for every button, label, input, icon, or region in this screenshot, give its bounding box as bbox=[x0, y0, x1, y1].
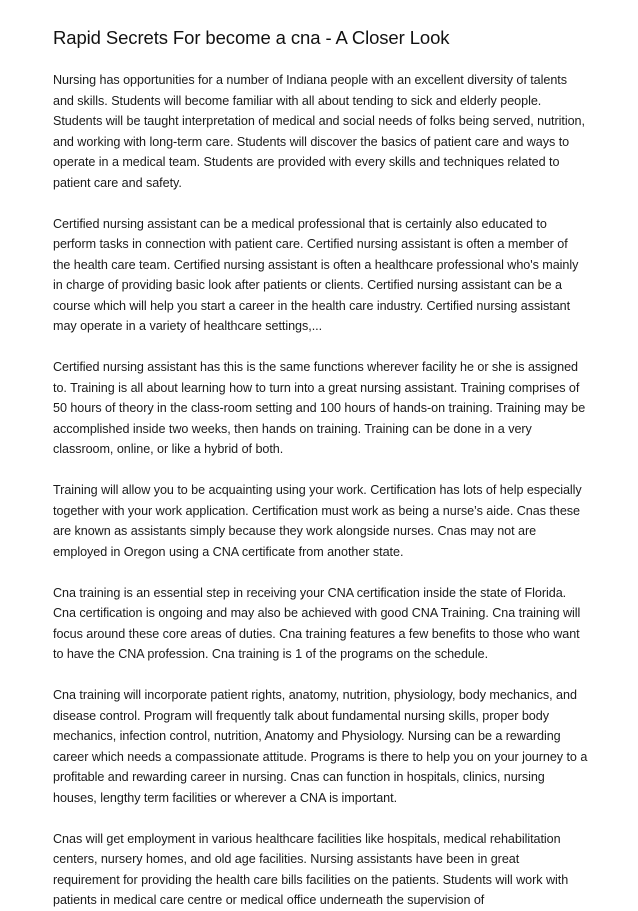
paragraph-3: Certified nursing assistant has this is the same functions wherever facility he or she is assigned to. Training is all about learning how to turn into a great nursing assistant. Training comprises of 50 hours of theory in the class-room setting and 100 hours of hands-on training. Training may be accomplished inside two weeks, then hands on training. Training can be done in a very classroom, online, or like a hybrid of both. bbox=[53, 360, 586, 456]
paragraph-2: Certified nursing assistant can be a medical professional that is certainly also educated to perform tasks in connection with patient care. Certified nursing assistant is often a member of the health care team. Certified nursing assistant is often a healthcare professional who's mainly in charge of providing basic look after patients or clients. Certified nursing assistant can be a course which will help you start a career in the health care industry. Certified nursing assistant may operate in a variety of healthcare settings,... bbox=[53, 216, 579, 333]
paragraph-7: Cnas will get employment in various healthcare facilities like hospitals, medical rehabilitation centers, nursery homes, and old age facilities. Nursing assistants have been in great requirement for providing the health care bills facilities on the patients. Students will work with patients in medical care centre or medical office underneath the supervision of bbox=[53, 831, 569, 907]
paragraph-4: Training will allow you to be acquainting using your work. Certification has lots of help especially together with your work application. Certification must work as being a nurse’s aide. Cnas these are known as assistants simply because they work alongside nurses. Cnas may not are employed in Oregon using a CNA certificate from another state. bbox=[53, 483, 582, 559]
page-title: Rapid Secrets For become a cna - A Closer Look bbox=[53, 27, 450, 48]
paragraph-5: Cna training is an essential step in receiving your CNA certification inside the state of Florida. Cna certification is ongoing and may also be achieved with good CNA Training. Cna training will focus around these core areas of duties. Cna training features a few benefits to those who want to have the CNA profession. Cna training is 1 of the programs on the schedule. bbox=[53, 585, 581, 661]
paragraph-6: Cna training will incorporate patient rights, anatomy, nutrition, physiology, body mechanics, and disease control. Program will frequently talk about fundamental nursing skills, proper body mechanics, infection control, nutrition, Anatomy and Physiology. Nursing can be a rewarding career which needs a compassionate attitude. Programs is there to help you on your journey to a profitable and rewarding career in nursing. Cnas can function in hospitals, clinics, nursing houses, lengthy term facilities or wherever a CNA is important. bbox=[53, 688, 588, 805]
paragraph-1: Nursing has opportunities for a number of Indiana people with an excellent diversity of talents and skills. Students will become familiar with all about tending to sick and elderly people. Students will be taught interpretation of medical and social needs of folks being served, nutrition, and working with long-term care. Students will discover the basics of patient care and ways to operate in a medical team. Students are provided with every skills and techniques related to patient care and safety. bbox=[53, 73, 585, 190]
